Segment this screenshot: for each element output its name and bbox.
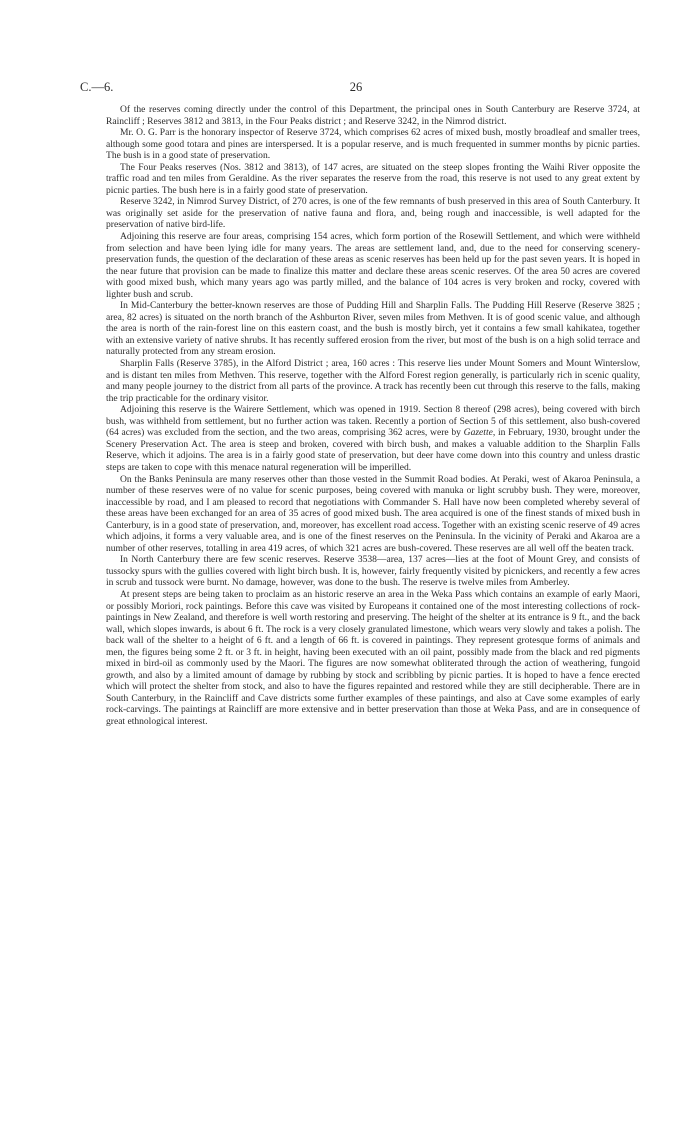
paragraph-sharplin-falls: Sharplin Falls (Reserve 3785), in the Alford District ; area, 160 acres : This reserve lies under Mount Somers and Mount Winterslow, and is distant ten miles from Methven. This reserve, together with the Alford Forest region generally, is particularly rich in scenic quality, and many people journey to the district from all parts of the province. A track has recently been cut through this reserve to the falls, making the trip practicable for the ordinary visitor. xyxy=(106,358,640,404)
paragraph-weka-pass: At present steps are being taken to proclaim as an historic reserve an area in the Weka Pass which contains an example of early Maori, or possibly Moriori, rock paintings. Before this cave was visited by Europeans it contained one of the most interesting collections of rock-paintings in New Zealand, and therefore is well worth restoring and preserving. The height of the shelter at its entrance is 9 ft., and the back wall, which slopes inwards, is about 6 ft. The rock is a very closely granulated limestone, which wears very slowly and takes a polish. The back wall of the shelter to a height of 6 ft. and a length of 66 ft. is covered in paintings. They represent grotesque forms of animals and men, the figures being some 2 ft. or 3 ft. in height, having been executed with an oil paint, possibly made from the black and red pigments mixed in bird-oil as commonly used by the Maori. The figures are now somewhat obliterated through the action of weathering, fungoid growth, and also by a limited amount of damage by rubbing by stock and scribbling by picnic parties. It is hoped to have a fence erected which will protect the shelter from stock, and also to have the figures repainted and restored while they are still decipherable. There are in South Canterbury, in the Raincliff and Cave districts some further examples of these paintings, and also at Cave some examples of early rock-carvings. The paintings at Raincliff are more extensive and in better preservation than those at Weka Pass, and are in consequence of great ethnological interest. xyxy=(106,588,641,727)
page-header xyxy=(72,80,640,96)
paragraph-wairere-settlement: Adjoining this reserve is the Wairere Settlement, which was opened in 1919. Section 8 thereof (298 acres), being covered with birch bush, was withheld from settlement, but no further action was taken. Recently a portion of Section 5 of this settlement, also bush-covered (64 acres) was excluded from the section, and the two areas, comprising 362 acres, were by Gazette, in February, 1930, brought under the Scenery Preservation Act. The area is steep and broken, covered with birch bush, and makes a valuable addition to the Sharplin Falls Reserve, which it adjoins. The area is in a fairly good state of preservation, but deer have come down into this country and unless drastic steps are taken to cope with this menace natural regeneration will be imperilled. xyxy=(106,404,640,473)
paragraph-mid-canterbury: In Mid-Canterbury the better-known reserves are those of Pudding Hill and Sharplin Falls. The Pudding Hill Reserve (Reserve 3825 ; area, 82 acres) is situated on the north branch of the Ashburton River, seven miles from Methven. It is of good scenic value, and although the area is north of the rain-forest line on this eastern coast, and the bush is mostly birch, yet it contains a few small kahikatea, together with an extensive variety of native shrubs. It has recently suffered erosion from the river, but most of the bush is on a high solid terrace and naturally protected from any stream erosion. xyxy=(106,300,640,358)
page-number: 26 xyxy=(349,80,363,94)
italic-title: Gazette xyxy=(463,427,493,439)
paragraph-reserves-overview: Of the reserves coming directly under the control of this Department, the principal ones in South Canterbury are Reserve 3724, at Raincliff ; Reserves 3812 and 3813, in the Four Peaks district ; and Reserve 3242, in the Nimrod district. xyxy=(106,104,640,127)
paragraph-four-peaks: The Four Peaks reserves (Nos. 3812 and 3813), of 147 acres, are situated on the steep slopes fronting the Waihi River opposite the traffic road and ten miles from Geraldine. As the river separates the reserve from the road, this reserve is not used to any great extent by picnic parties. The bush here is in a fairly good state of preservation. xyxy=(106,161,640,196)
paragraph-reserve-3724: Mr. O. G. Parr is the honorary inspector of Reserve 3724, which comprises 62 acres of mixed bush, mostly broadleaf and smaller trees, although some good totara and pines are interspersed. It is a popular reserve, and is much frequented in summer months by picnic parties. The bush is in a good state of preservation. xyxy=(106,127,640,162)
report-reference: C.—6. xyxy=(80,80,114,94)
body-text xyxy=(106,104,640,728)
paragraph-north-canterbury: In North Canterbury there are few scenic reserves. Reserve 3538—area, 137 acres—lies at the foot of Mount Grey, and consists of tussocky spurs with the gullies covered with light birch bush. It is, however, fairly frequently visited by picnickers, and recently a few acres in scrub and tussock were burnt. No damage, however, was done to the bush. The reserve is twelve miles from Amberley. xyxy=(106,554,640,589)
paragraph-banks-peninsula: On the Banks Peninsula are many reserves other than those vested in the Summit Road bodies. At Peraki, west of Akaroa Peninsula, a number of these reserves were of no value for scenic purposes, being covered with manuka or light scrubby bush. They were, moreover, inaccessible by road, and I am pleased to record that negotiations with Commander S. Hall have now been completed whereby several of these areas have been exchanged for an area of 35 acres of good mixed bush. The area acquired is one of the finest stands of mixed bush in Canterbury, is in a good state of preservation, and, moreover, has excellent road access. Together with an existing scenic reserve of 49 acres which adjoins, it forms a very valuable area, and is one of the finest reserves on the Peninsula. In the vicinity of Peraki and Akaroa are a number of other reserves, totalling in area 419 acres, of which 321 acres are bush-covered. These reserves are all well off the beaten track. xyxy=(106,473,640,554)
paragraph-reserve-3242: Reserve 3242, in Nimrod Survey District, of 270 acres, is one of the few remnants of bush preserved in this area of South Canterbury. It was originally set aside for the preservation of native fauna and flora, and, being rough and inaccessible, is well adapted for the preservation of native bird-life. xyxy=(106,196,640,231)
paragraph-rosewill-settlement: Adjoining this reserve are four areas, comprising 154 acres, which form portion of the Rosewill Settlement, and which were withheld from selection and have been lying idle for many years. The areas are settlement land, and, due to the need for conserving scenery-preservation funds, the question of the declaration of these areas as scenic reserves has been held up for the past seven years. It is hoped in the near future that provision can be made to finalize this matter and declare these areas scenic reserves. Of the area 50 acres are covered with good mixed bush, which many years ago was partly milled, and the balance of 104 acres is very broken and rocky, covered with lighter bush and scrub. xyxy=(106,231,640,300)
